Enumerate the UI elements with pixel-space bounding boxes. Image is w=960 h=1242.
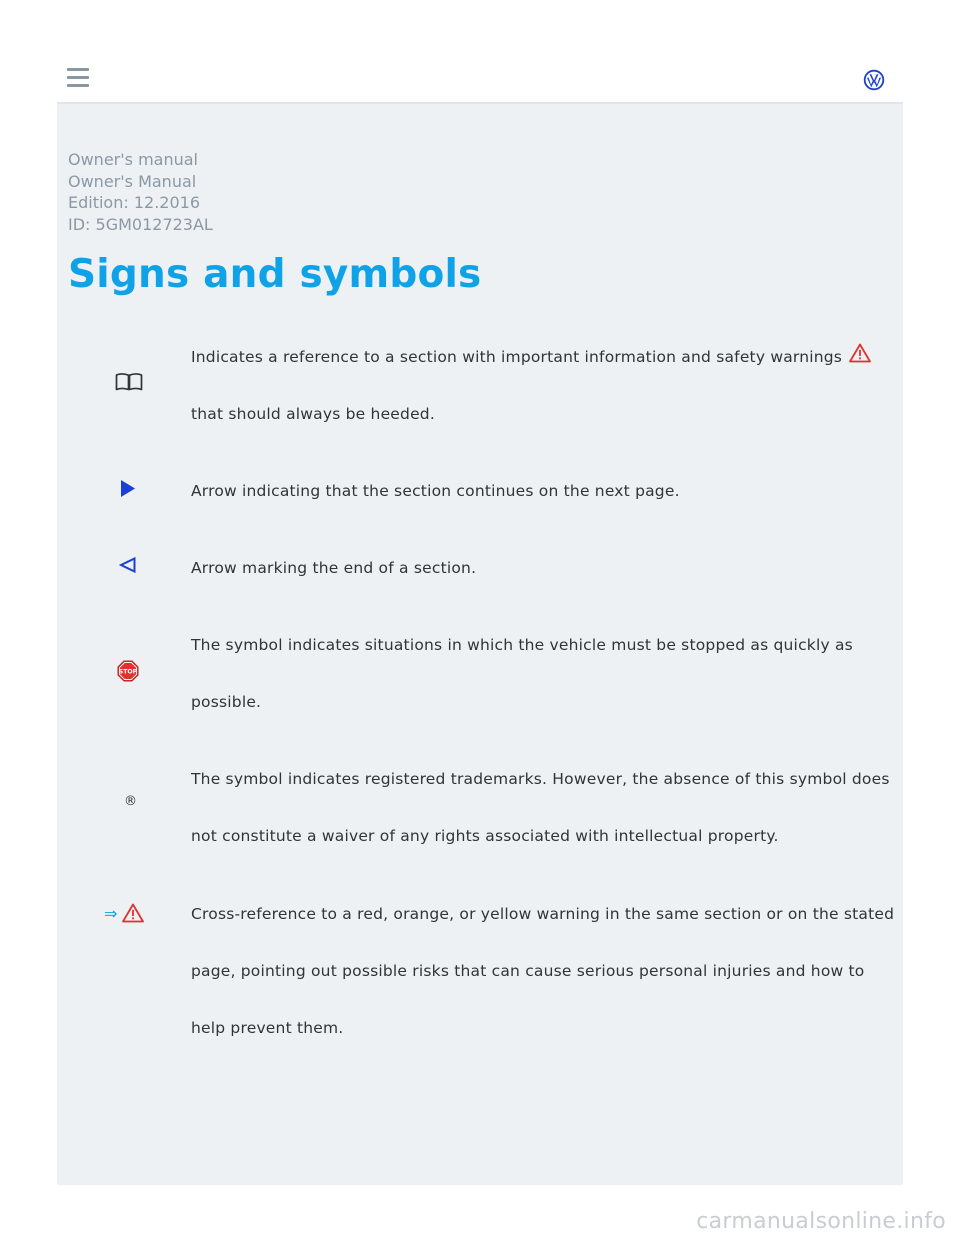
arrow-left-outline-icon (119, 557, 136, 573)
hamburger-menu-icon[interactable] (67, 68, 89, 88)
stop-sign-icon (117, 660, 139, 682)
document-meta (68, 149, 213, 235)
arrow-right-filled-icon (120, 479, 136, 498)
entry-description: Indicates a reference to a section with important information and safety warnings (191, 348, 843, 366)
entry-text: Arrow marking the end of a section. (191, 559, 477, 577)
warning-triangle-icon (122, 903, 144, 923)
book-icon (115, 372, 143, 392)
cross-reference-warning-icon (104, 902, 144, 924)
meta-line: Owner's Manual (68, 171, 197, 191)
document-id: ID: 5GM012723AL (68, 214, 213, 234)
registered-trademark-icon: ® (124, 794, 137, 809)
double-arrow-icon: ⇒ (104, 903, 118, 923)
entry-text: The symbol indicates situations in which the vehicle must be stopped as quickly as possible. (191, 636, 853, 711)
entry-text: Cross-reference to a red, orange, or yellow warning in the same section or on the stated page, pointing out possible risks that can cause serious personal injuries and how to help prevent them. (191, 905, 895, 1037)
entry-text (191, 329, 897, 443)
stop-label: STOP (118, 668, 138, 676)
entry-text: Arrow indicating that the section continues on the next page. (191, 482, 680, 500)
entry-description-continued: that should always be heeded. (191, 405, 435, 423)
warning-triangle-icon (849, 343, 871, 363)
vw-logo-icon[interactable] (863, 69, 885, 91)
top-bar (57, 56, 903, 104)
watermark: carmanualsonline.info (696, 1209, 946, 1234)
entry-text: The symbol indicates registered trademarks. However, the absence of this symbol does not constitute a waiver of any rights associated with intellectual property. (191, 770, 890, 845)
meta-line: Owner's manual (68, 150, 198, 169)
edition-label: Edition: 12.2016 (68, 193, 200, 212)
manual-page (57, 104, 903, 1185)
page-title: Signs and symbols (68, 252, 482, 297)
